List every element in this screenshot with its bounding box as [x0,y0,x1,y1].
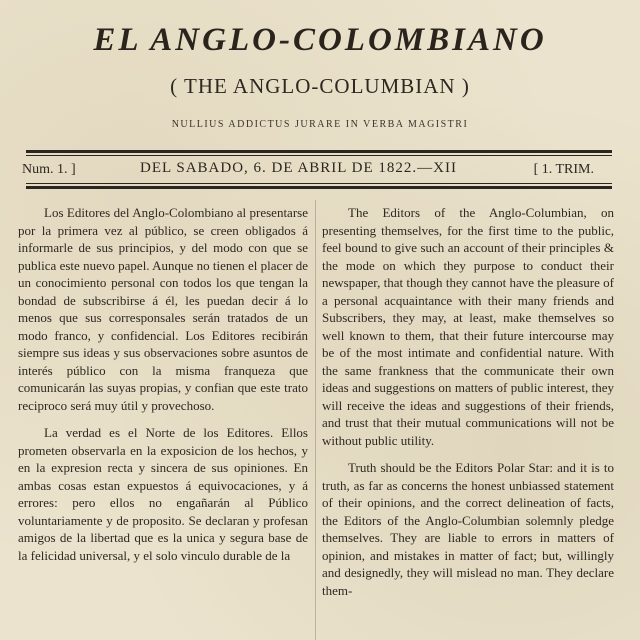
masthead-motto: NULLIUS ADDICTUS JURARE IN VERBA MAGISTRI [171,119,469,130]
column-gutter [315,200,316,640]
english-column [322,204,614,609]
bottom-rule-thin [26,183,612,184]
spanish-paragraph-1: Los Editores del Anglo-Colombiano al presentarse por la primera vez al público, se creen obligados á informarle de sus principios, y del modo con que se publica este nuevo papel. Aunque no tienen el placer de un conocimiento personal con todos los que tengan la bondad de subscribirse á él, les puedan decir á lo menos que sus corresponsales serán tratados de un modo franco, y confidencial. Los Editores recibirán siempre sus ideas y sus observaciones sobre asuntos de interés público con la misma franqueza que comunicarán las suyas propias, y confian que este trato reciproco será muy útil y provechoso. [18,205,308,413]
spanish-column [18,204,308,574]
issue-number: Num. 1. ] [22,162,76,177]
masthead-subtitle: ( THE ANGLO-COLUMBIAN ) [170,74,470,98]
english-paragraph-1: The Editors of the Anglo-Columbian, on presenting themselves, for the first time to the public, feel bound to give such an account of their principles & the mode on which they purpose to conduct their newspaper, that though they cannot have the pleasure of a personal acquaintance with their many friends and Subscribers, they may, at least, make themselves so well known to them, that their future intercourse may be of the most intimate and confidential nature. With the same frankness that the communicate their own ideas and suggestions on matters of public interest, they will receive the ideas and suggestions of their friends, and trust that their mutual communications will not be without public utility. [322,205,614,448]
bottom-rule-thick [26,186,612,189]
issue-trimester: [ 1. TRIM. [533,162,594,177]
top-rule-thick [26,150,612,153]
top-rule-thin [26,155,612,156]
issue-date: DEL SABADO, 6. DE ABRIL DE 1822.—XII [140,160,457,176]
spanish-paragraph-2: La verdad es el Norte de los Editores. Ellos prometen observarla en la exposicion de los hechos, y en la expresion recta y sincera de sus opiniones. En ambas cosas estan expuestos á equivocaciones, y á errores: pero ellos no engañarán al Público voluntariamente y de proposito. Se declaran y profesan amigos de la libertad que es la unica y segura base de la felicidad universal, y el solo vinculo durable de la [18,425,308,563]
dateline [22,160,614,180]
english-paragraph-2: Truth should be the Editors Polar Star: and it is to truth, as far as concerns the honest unbiassed statement of their opinions, and the correct delineation of facts, the Editors of the Anglo-Columbian solemnly pledge themselves. They are liable to errors in matters of opinion, and mistakes in matter of fact; but, willingly and designedly, they will mislead no man. They declare them- [322,460,614,598]
masthead-title: EL ANGLO-COLOMBIANO [93,22,547,58]
